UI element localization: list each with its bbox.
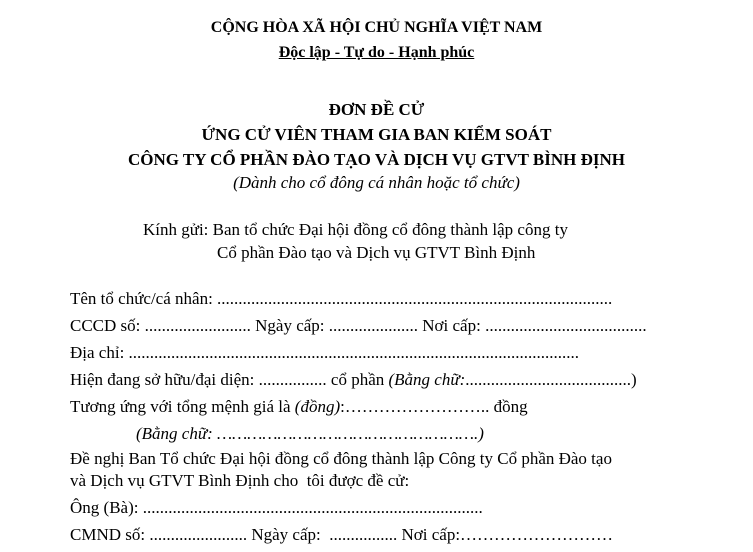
field-par-value-words: (Bằng chữ: …………………………………………….)	[136, 424, 484, 443]
field-par-value	[70, 396, 528, 418]
field-name: Tên tổ chức/cá nhân: .............................................................................................	[70, 289, 613, 308]
field-id-card: CCCD số: ......................... Ngày cấp: ..................... Nơi cấp: ......................................	[70, 316, 647, 335]
addressee-line-1: Kính gửi: Ban tổ chức Đại hội đồng cổ đông thành lập công ty	[143, 220, 568, 239]
form-title-line2: ỨNG CỬ VIÊN THAM GIA BAN KIỂM SOÁT	[201, 125, 552, 144]
national-motto: Độc lập - Tự do - Hạnh phúc	[278, 44, 475, 61]
shareholding-words-blank: .......................................)	[465, 370, 637, 389]
shareholding-words-label: (Bằng chữ:	[388, 370, 466, 389]
field-shareholding	[70, 369, 637, 391]
field-nominee-name: Ông (Bà): ................................................................................	[70, 498, 483, 517]
field-nominee-id: CMND số: ....................... Ngày cấp: ................ Nơi cấp:………………………	[70, 525, 614, 544]
company-name: CÔNG TY CỔ PHẦN ĐÀO TẠO VÀ DỊCH VỤ GTVT BÌNH ĐỊNH	[127, 150, 625, 169]
proposal-line-1: Đề nghị Ban Tổ chức Đại hội đồng cổ đông thành lập Công ty Cổ phần Đào tạo	[70, 449, 612, 468]
proposal-line-2: và Dịch vụ GTVT Bình Định cho tôi được đề cử:	[70, 471, 410, 490]
field-address: Địa chỉ: ..........................................................................................................	[70, 343, 580, 362]
form-subtitle: (Dành cho cổ đông cá nhân hoặc tổ chức)	[233, 173, 520, 192]
shareholding-label: Hiện đang sở hữu/đại diện: ................ cổ phần	[70, 370, 389, 389]
par-value-label: Tương ứng với tổng mệnh giá là	[70, 397, 295, 416]
par-value-blank: :…………………….. đồng	[340, 397, 528, 416]
addressee-line-2: Cổ phần Đào tạo và Dịch vụ GTVT Bình Định	[217, 243, 536, 262]
form-title: ĐƠN ĐỀ CỬ	[328, 100, 425, 119]
country-name: CỘNG HÒA XÃ HỘI CHỦ NGHĨA VIỆT NAM	[210, 19, 543, 36]
par-value-unit: (đồng)	[294, 397, 341, 416]
